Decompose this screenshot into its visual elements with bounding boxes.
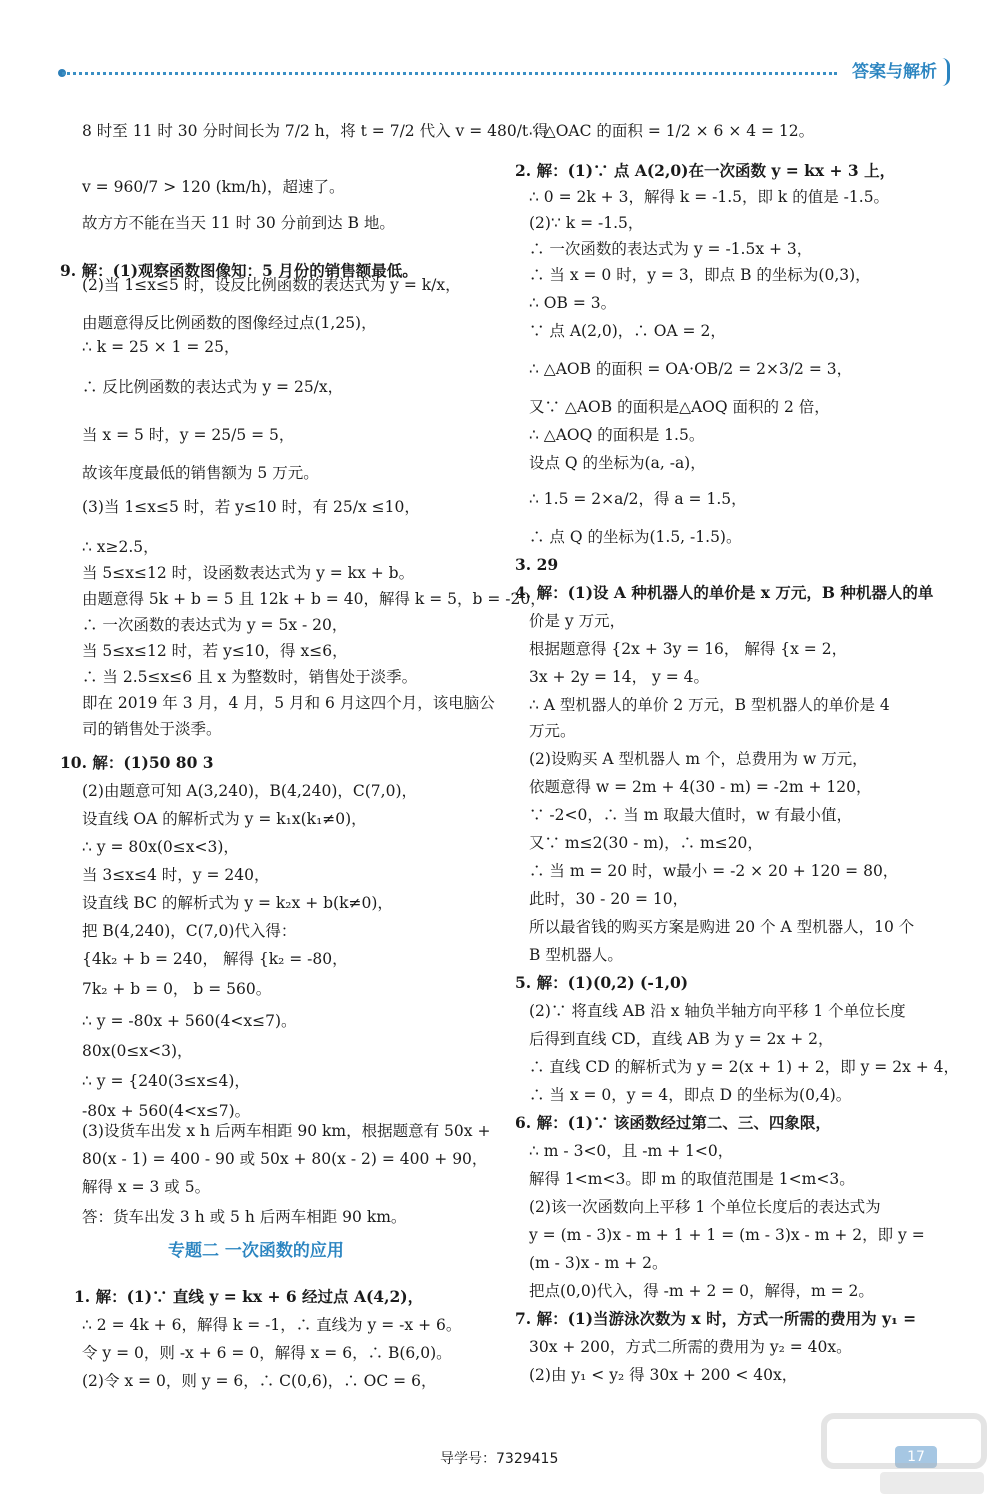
- left-line: 1. 解：(1)∵ 直线 y = kx + 6 经过点 A(4,2)，: [74, 1287, 424, 1306]
- right-line: (2)由 y₁ < y₂ 得 30x + 200 < 40x，: [529, 1366, 798, 1384]
- right-line: 6. 解：(1)∵ 该函数经过第二、三、四象限，: [515, 1113, 831, 1132]
- right-line: ∴ 当 x = 0 时，y = 3，即点 B 的坐标为(0,3)，: [529, 266, 871, 284]
- right-line: 此时，30 - 20 = 10，: [529, 890, 689, 908]
- left-line: (3)当 1≤x≤5 时，若 y≤10 时，有 25/x ≤10，: [82, 498, 420, 516]
- left-line: 由题意得反比例函数的图像经过点(1,25)，: [82, 314, 377, 332]
- right-line: (2)设购买 A 型机器人 m 个，总费用为 w 万元，: [529, 750, 868, 768]
- page-number: 17: [895, 1446, 937, 1468]
- left-line: -80x + 560(4<x≤7)。: [82, 1102, 251, 1120]
- right-line: ∴ 1.5 = 2×a/2，得 a = 1.5，: [529, 490, 747, 508]
- right-line: 又∵ △AOB 的面积是△AOQ 面积的 2 倍，: [529, 398, 830, 416]
- right-line: 后得到直线 CD，直线 AB 为 y = 2x + 2，: [529, 1030, 834, 1048]
- right-line: ∴ 当 m = 20 时，w最小 = -2 × 20 + 120 = 80，: [529, 862, 899, 880]
- right-line: (2)∵ 将直线 AB 沿 x 轴负半轴方向平移 1 个单位长度: [529, 1002, 906, 1020]
- left-line: 当 5≤x≤12 时，若 y≤10，得 x≤6，: [82, 642, 348, 660]
- right-line: 3x + 2y = 14， y = 4。: [529, 668, 710, 686]
- left-line: 10. 解：(1)50 80 3: [60, 753, 214, 772]
- right-line: 价是 y 万元，: [529, 612, 626, 630]
- right-line: ∴ △AOB 的面积 = OA·OB/2 = 2×3/2 = 3，: [529, 360, 853, 378]
- left-line: (2)由题意可知 A(3,240)，B(4,240)，C(7,0)，: [82, 782, 418, 800]
- left-line: 80x(0≤x<3)，: [82, 1042, 193, 1060]
- left-line: 9. 解：(1)观察函数图像知：5 月份的销售额最低。: [60, 261, 418, 280]
- right-line: ∴ △AOQ 的面积是 1.5。: [529, 426, 705, 444]
- right-line: 又∵ m≤2(30 - m)，∴ m≤20，: [529, 834, 763, 852]
- left-line: 解得 x = 3 或 5。: [82, 1178, 211, 1196]
- left-line: 由题意得 5k + b = 5 且 12k + b = 40，解得 k = 5，b = -20，: [82, 590, 546, 608]
- right-line: B 型机器人。: [529, 946, 623, 964]
- footer-code: 导学号：7329415: [440, 1451, 559, 1467]
- right-line: ∴ 当 x = 0，y = 4，即点 D 的坐标为(0,4)。: [529, 1086, 852, 1104]
- left-line: ∴ x≥2.5，: [82, 538, 159, 556]
- left-line: v = 960/7 > 120 (km/h)，超速了。: [82, 178, 345, 196]
- header-title: 答案与解析: [842, 58, 950, 86]
- right-line: ∴ OB = 3。: [529, 294, 617, 312]
- header-dotted-rule: [62, 72, 837, 75]
- right-line: 把点(0,0)代入，得 -m + 2 = 0，解得，m = 2。: [529, 1282, 874, 1300]
- right-line: ∴ m - 3<0，且 -m + 1<0，: [529, 1142, 734, 1160]
- left-line: ∴ 2 = 4k + 6，解得 k = -1，∴ 直线为 y = -x + 6。: [82, 1316, 462, 1334]
- left-line: ∴ 反比例函数的表达式为 y = 25/x，: [82, 378, 344, 396]
- left-line: 故方方不能在当天 11 时 30 分前到达 B 地。: [82, 214, 395, 232]
- left-line: 80(x - 1) = 400 - 90 或 50x + 80(x - 2) = 400 + 90，: [82, 1150, 488, 1168]
- right-line: 解得 1<m<3。即 m 的取值范围是 1<m<3。: [529, 1170, 855, 1188]
- right-line: 依题意得 w = 2m + 4(30 - m) = -2m + 120，: [529, 778, 872, 796]
- left-line: 即在 2019 年 3 月，4 月，5 月和 6 月这四个月，该电脑公: [82, 694, 495, 712]
- left-line: {4k₂ + b = 240， 解得 {k₂ = -80，: [82, 950, 348, 968]
- right-line: 30x + 200，方式二所需的费用为 y₂ = 40x。: [529, 1338, 852, 1356]
- watermark-logo: [820, 1408, 990, 1500]
- left-line: 设直线 OA 的解析式为 y = k₁x(k₁≠0)，: [82, 810, 367, 828]
- right-line: 万元。: [529, 722, 576, 740]
- right-line: (m - 3)x - m + 2。: [529, 1254, 668, 1272]
- left-line: ∴ 当 2.5≤x≤6 且 x 为整数时，销售处于淡季。: [82, 668, 418, 686]
- left-line: 8 时至 11 时 30 分时间长为 7/2 h，将 t = 7/2 代入 v = 480/t 得: [82, 122, 549, 140]
- right-line: ∴ 直线 CD 的解析式为 y = 2(x + 1) + 2，即 y = 2x + 4，: [529, 1058, 960, 1076]
- left-line: 把 B(4,240)，C(7,0)代入得：: [82, 922, 297, 940]
- left-line: ∴ y = -80x + 560(4<x≤7)。: [82, 1012, 297, 1030]
- right-line: ∵ 点 A(2,0)，∴ OA = 2，: [529, 322, 726, 340]
- right-line: 5. 解：(1)(0,2) (-1,0): [515, 973, 689, 992]
- right-line: 7. 解：(1)当游泳次数为 x 时，方式一所需的费用为 y₁ =: [515, 1309, 917, 1328]
- left-line: 当 3≤x≤4 时，y = 240，: [82, 866, 270, 884]
- right-line: 2. 解：(1)∵ 点 A(2,0)在一次函数 y = kx + 3 上，: [515, 161, 896, 180]
- right-line: 所以最省钱的购买方案是购进 20 个 A 型机器人，10 个: [529, 918, 915, 936]
- right-line: 3. 29: [515, 555, 559, 574]
- right-line: ∴ 点 Q 的坐标为(1.5, -1.5)。: [529, 528, 742, 546]
- left-line: 令 y = 0，则 -x + 6 = 0，解得 x = 6，∴ B(6,0)。: [82, 1344, 452, 1362]
- right-line: (2)该一次函数向上平移 1 个单位长度后的表达式为: [529, 1198, 881, 1216]
- left-line: ∴ k = 25 × 1 = 25，: [82, 338, 240, 356]
- section-title: 专题二 一次函数的应用: [168, 1241, 344, 1261]
- left-line: ∴ y = 80x(0≤x<3)，: [82, 838, 239, 856]
- right-line: 4. 解：(1)设 A 种机器人的单价是 x 万元，B 种机器人的单: [515, 583, 934, 602]
- left-line: 当 x = 5 时，y = 25/5 = 5，: [82, 426, 295, 444]
- right-line: ∴ A 型机器人的单价 2 万元，B 型机器人的单价是 4: [529, 696, 890, 714]
- left-line: (2)令 x = 0，则 y = 6，∴ C(0,6)，∴ OC = 6，: [82, 1372, 437, 1390]
- left-line: 当 5≤x≤12 时，设函数表达式为 y = kx + b。: [82, 564, 415, 582]
- left-line: (3)设货车出发 x h 后两车相距 90 km，根据题意有 50x +: [82, 1122, 491, 1140]
- right-line: 根据题意得 {2x + 3y = 16， 解得 {x = 2，: [529, 640, 848, 658]
- right-line: 设点 Q 的坐标为(a, -a)，: [529, 454, 706, 472]
- left-line: 设直线 BC 的解析式为 y = k₂x + b(k≠0)，: [82, 894, 393, 912]
- left-line: 故该年度最低的销售额为 5 万元。: [82, 464, 319, 482]
- left-line: ∴ 一次函数的表达式为 y = 5x - 20，: [82, 616, 348, 634]
- right-line: ∴ 一次函数的表达式为 y = -1.5x + 3，: [529, 240, 813, 258]
- right-line: ∴ △OAC 的面积 = 1/2 × 6 × 4 = 12。: [529, 122, 815, 140]
- right-line: ∵ -2<0，∴ 当 m 取最大值时，w 有最小值，: [529, 806, 853, 824]
- left-line: 答：货车出发 3 h 或 5 h 后两车相距 90 km。: [82, 1208, 407, 1226]
- right-line: ∴ 0 = 2k + 3，解得 k = -1.5，即 k 的值是 -1.5。: [529, 188, 890, 206]
- left-line: 司的销售处于淡季。: [82, 720, 222, 738]
- left-line: (2)当 1≤x≤5 时，设反比例函数的表达式为 y = k/x，: [82, 276, 461, 294]
- right-line: (2)∵ k = -1.5，: [529, 214, 644, 232]
- left-line: 7k₂ + b = 0， b = 560。: [82, 980, 272, 998]
- right-line: y = (m - 3)x - m + 1 + 1 = (m - 3)x - m + 2，即 y =: [529, 1226, 925, 1244]
- left-line: ∴ y = {240(3≤x≤4)，: [82, 1072, 250, 1090]
